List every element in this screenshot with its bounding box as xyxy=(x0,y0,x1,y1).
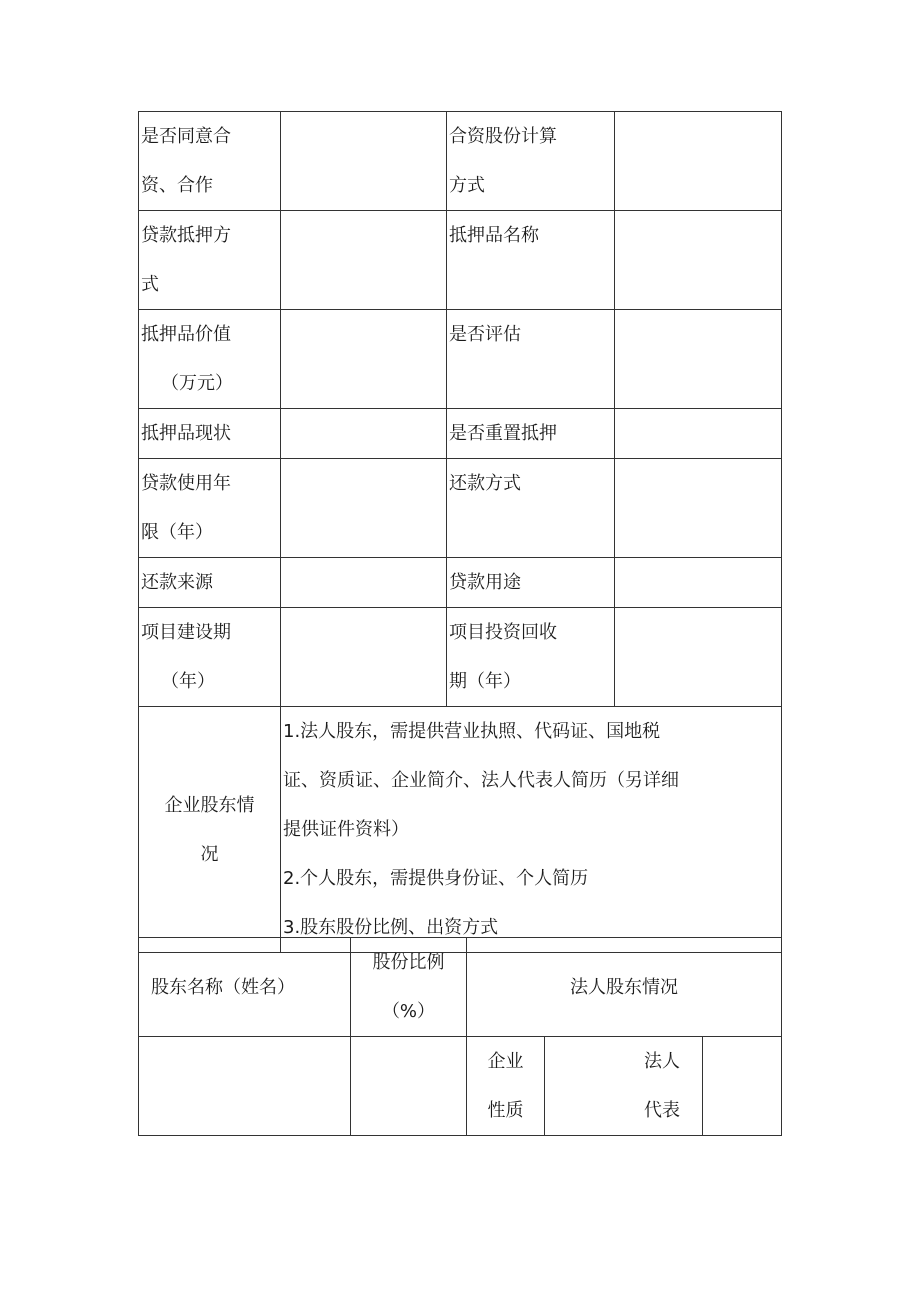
value-cell[interactable] xyxy=(615,409,782,459)
enterprise-nature-label: 企业 性质 xyxy=(467,1037,545,1136)
label-cell: 贷款使用年 限（年） xyxy=(139,459,281,558)
label-cell: 是否重置抵押 xyxy=(447,409,615,459)
table-row xyxy=(139,459,782,558)
label-cell: 抵押品价值 （万元） xyxy=(139,310,281,409)
value-cell[interactable] xyxy=(281,112,447,211)
shareholder-name-cell[interactable] xyxy=(139,1037,351,1136)
table-row xyxy=(139,211,782,310)
label-cell: 抵押品现状 xyxy=(139,409,281,459)
value-cell[interactable] xyxy=(615,608,782,707)
table-row xyxy=(139,112,782,211)
shareholder-section-label: 企业股东情 况 xyxy=(139,707,281,953)
label-cell: 合资股份计算 方式 xyxy=(447,112,615,211)
value-cell[interactable] xyxy=(281,459,447,558)
value-cell[interactable] xyxy=(615,112,782,211)
shareholder-table xyxy=(138,937,782,1136)
note-line: 3.股东股份比例、出资方式 xyxy=(283,917,499,938)
label-cell: 项目建设期 （年） xyxy=(139,608,281,707)
value-cell[interactable] xyxy=(615,558,782,608)
label-cell: 是否评估 xyxy=(447,310,615,409)
loan-info-table xyxy=(138,111,782,953)
value-cell[interactable] xyxy=(615,211,782,310)
value-cell[interactable] xyxy=(281,558,447,608)
table-row xyxy=(139,409,782,459)
label-cell: 项目投资回收 期（年） xyxy=(447,608,615,707)
shareholder-header-row xyxy=(139,938,782,1037)
label-cell: 还款方式 xyxy=(447,459,615,558)
note-line: 1.法人股东，需提供营业执照、代码证、国地税 xyxy=(283,721,661,742)
value-cell[interactable] xyxy=(281,409,447,459)
label-cell: 还款来源 xyxy=(139,558,281,608)
note-line: 证、资质证、企业简介、法人代表人简历（另详细 xyxy=(283,770,679,791)
col-shareholder-name: 股东名称（姓名） xyxy=(139,938,351,1037)
value-cell[interactable] xyxy=(615,459,782,558)
value-cell[interactable] xyxy=(281,310,447,409)
share-ratio-cell[interactable] xyxy=(351,1037,467,1136)
table-row xyxy=(139,608,782,707)
legal-representative-value-cell[interactable] xyxy=(703,1037,782,1136)
shareholder-requirements-notes xyxy=(281,707,782,953)
col-corporate-shareholder-info: 法人股东情况 xyxy=(467,938,782,1037)
note-line: 2.个人股东，需提供身份证、个人简历 xyxy=(283,868,589,889)
value-cell[interactable] xyxy=(281,211,447,310)
value-cell[interactable] xyxy=(615,310,782,409)
label-cell: 抵押品名称 xyxy=(447,211,615,310)
legal-representative-label: 法人 代表 xyxy=(545,1037,703,1136)
shareholder-section-row xyxy=(139,707,782,953)
label-cell: 贷款抵押方 式 xyxy=(139,211,281,310)
note-line: 提供证件资料） xyxy=(283,819,409,840)
shareholder-data-row xyxy=(139,1037,782,1136)
label-cell: 是否同意合 资、合作 xyxy=(139,112,281,211)
col-share-ratio: 股份比例 （%） xyxy=(351,938,467,1037)
label-cell: 贷款用途 xyxy=(447,558,615,608)
table-row xyxy=(139,310,782,409)
table-row xyxy=(139,558,782,608)
value-cell[interactable] xyxy=(281,608,447,707)
